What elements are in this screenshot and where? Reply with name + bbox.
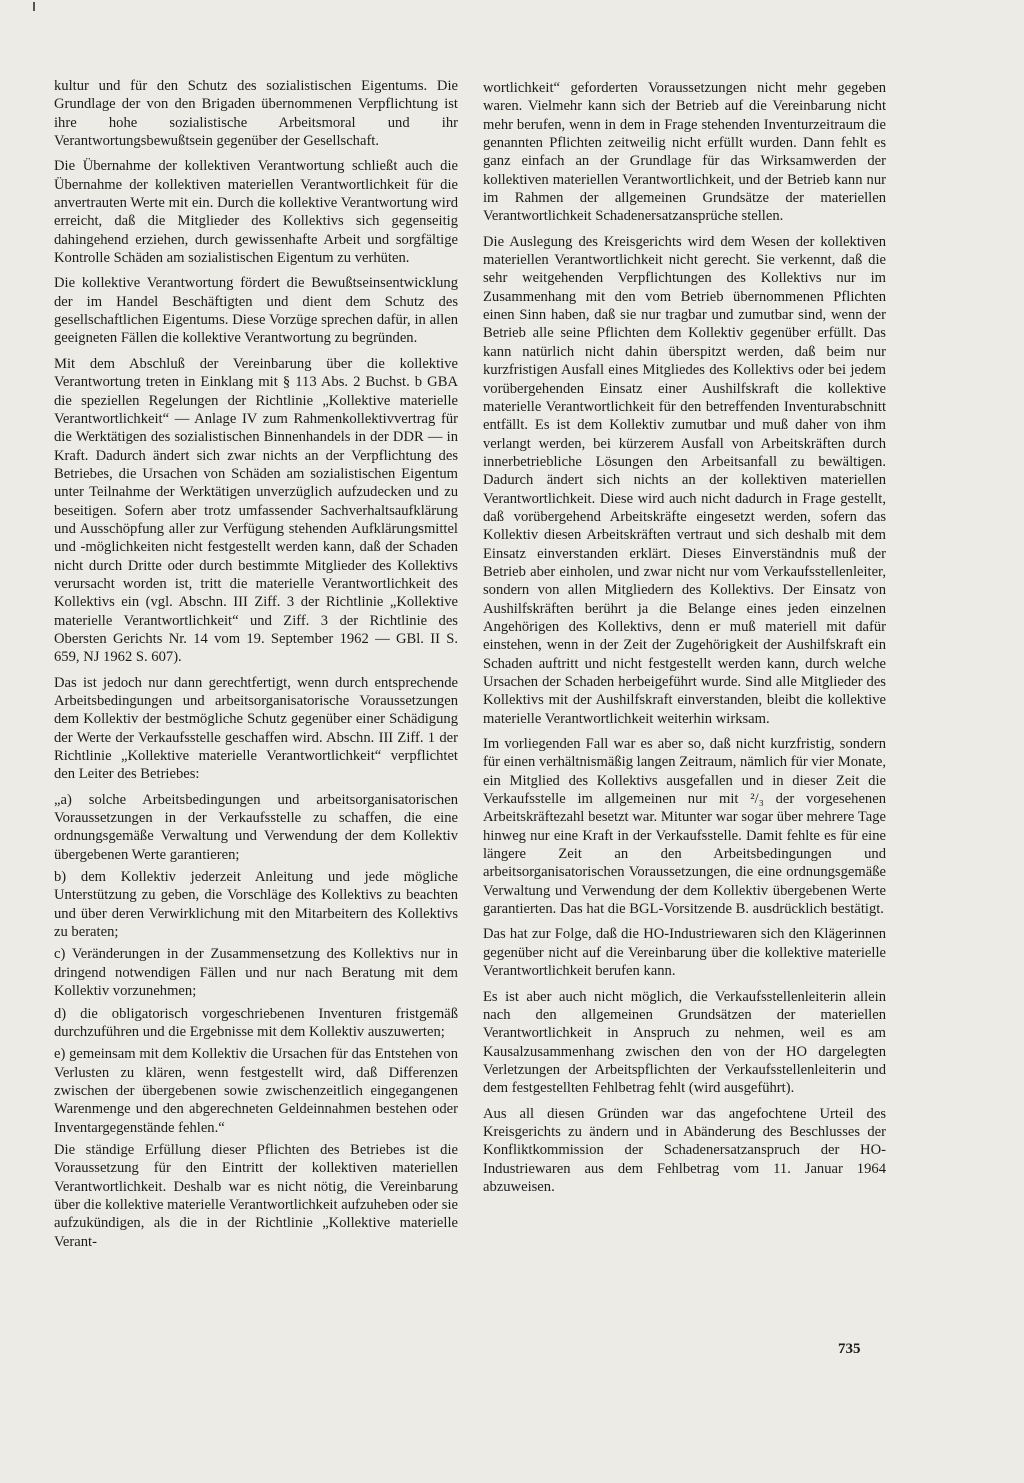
page-number: 735 [838, 1341, 861, 1357]
paragraph: Die kollektive Verantwortung fördert die Bewußtseinsentwicklung der im Handel Beschäftigten und dient dem Schutz des gesellschaftlichen Eigentums. Diese Vorzüge sprechen dafür, in allen geeigneten Fällen die kollektive Verantwortung zu begründen. [54, 275, 458, 347]
paragraph: Mit dem Abschluß der Vereinbarung über die kollektive Verantwortung treten in Einklang mit § 113 Abs. 2 Buchst. b GBA die speziellen Regelungen der Richtlinie „Kollektive materielle Verantwortlichkeit“ — Anlage IV zum Rahmenkollektivvertrag für die Werktätigen des sozialistischen Binnenhandels in der DDR — in Kraft. Dadurch ändert sich zwar nichts an der Verpflichtung des Betriebes, die Ursachen von Schäden am sozialistischen Eigentum unter Teilnahme der Werktätigen unverzüglich aufzudecken und zu beseitigen. Sofern aber trotz umfassender Sachverhaltsaufklärung und Ausschöpfung aller zur Verfügung stehenden Aufklärungsmittel und -möglichkeiten nicht festgestellt werden kann, daß der Schaden nicht durch Dritte oder durch bestimmte Mitglieder des Kollektivs verursacht worden ist, tritt die materielle Verantwortlichkeit des Kollektivs ein (vgl. Abschn. III Ziff. 3 der Richtlinie „Kollektive materielle Verantwortlichkeit“ und Ziff. 3 der Richtlinie des Obersten Gerichts Nr. 14 vom 19. September 1962 — GBl. II S. 659, NJ 1962 S. 607). [54, 355, 458, 666]
paragraph: Das ist jedoch nur dann gerechtfertigt, wenn durch entsprechende Arbeitsbedingungen und arbeitsorganisatorische Voraussetzungen dem Kollektiv der bestmögliche Schutz gegenüber einer Schädigung der Werte der Verkaufsstelle geschaffen wird. Abschn. III Ziff. 1 der Richtlinie „Kollektive materielle Verantwortlichkeit“ verpflichtet den Leiter des Betriebes: [54, 674, 458, 783]
paragraph: Die ständige Erfüllung dieser Pflichten des Betriebes ist die Voraussetzung für den Eintritt der kollektiven materiellen Verantwortlichkeit. Deshalb war es nicht nötig, die Vereinbarung über die kollektive materielle Verantwortlichkeit aufzuheben oder sie aufzukündigen, als die in der Richtlinie „Kollektive materielle Verant- [54, 1141, 458, 1250]
paragraph: Im vorliegenden Fall war es aber so, daß nicht kurzfristig, sondern für einen verhältnismäßig langen Zeitraum, nämlich für vier Monate, ein Mitglied des Kollektivs ausgefallen und in dieser Zeit die Verkaufsstelle im allgemeinen nur mit ²/₃ der vorgesehenen Arbeitskräftezahl besetzt war. Mitunter war sogar über mehrere Tage hinweg nur eine Kraft in der Verkaufsstelle. Damit fehlte es für eine längere Zeit an den Arbeitsbedingungen und arbeitsorganisatorischen Voraussetzungen, die eine ordnungsgemäße Verwaltung und Verwendung der dem Kollektiv übergebenen Werte garantierten. Das hat die BGL-Vorsitzende B. ausdrücklich bestätigt. [483, 736, 886, 918]
paragraph: kultur und für den Schutz des sozialistischen Eigentums. Die Grundlage der von den Brigaden übernommenen Verpflichtung ist ihre hohe sozialistische Arbeitsmoral und ihr Verantwortungsbewußtsein gegenüber der Gesellschaft. [54, 78, 458, 150]
scan-mark [33, 2, 35, 11]
right-column [483, 79, 886, 1203]
paragraph: Es ist aber auch nicht möglich, die Verkaufsstellenleiterin allein nach den allgemeinen Grundsätzen der materiellen Verantwortlichkeit in Anspruch zu nehmen, weil es am Kausalzusammenhang zwischen den von der HO dargelegten Verletzungen der Arbeitspflichten der Verkaufsstellenleiterin und dem festgestellten Fehlbetrag fehlt (wird ausgeführt). [483, 988, 886, 1097]
paragraph: Das hat zur Folge, daß die HO-Industriewaren sich den Klägerinnen gegenüber nicht auf die Vereinbarung über die kollektive materielle Verantwortlichkeit berufen kann. [483, 926, 886, 980]
list-item: d) die obligatorisch vorgeschriebenen Inventuren fristgemäß durchzuführen und die Ergebnisse mit dem Kollektiv auszuwerten; [54, 1005, 458, 1040]
list-item: e) gemeinsam mit dem Kollektiv die Ursachen für das Entstehen von Verlusten zu klären, wenn festgestellt wird, daß Differenzen zwischen der übergebenen sowie zwischenzeitlich eingegangenen Warenmenge und den abgerechneten Geldeinnahmen bestehen oder Inventargegenstände fehlen.“ [54, 1046, 458, 1136]
list-item: „a) solche Arbeitsbedingungen und arbeitsorganisatorischen Voraussetzungen in der Verkaufsstelle zu schaffen, die eine ordnungsgemäße Verwaltung und Verwendung der dem Kollektiv übergebenen Werte garantieren; [54, 791, 458, 863]
paragraph: wortlichkeit“ geforderten Voraussetzungen nicht mehr gegeben waren. Vielmehr kann sich der Betrieb auf die Vereinbarung nicht mehr berufen, wenn in dem in Frage stehenden Inventurzeitraum die genannten Pflichten zeitweilig nicht erfüllt wurden. Dann fehlt es ganz einfach an der Grundlage für das Wirksamwerden der kollektiven materiellen Verantwortlichkeit, und der Betrieb kann nur im Rahmen der allgemeinen Grundsätze der materiellen Verantwortlichkeit Schadenersatzansprüche stellen. [483, 80, 886, 225]
paragraph: Die Übernahme der kollektiven Verantwortung schließt auch die Übernahme der kollektiven materiellen Verantwortlichkeit für die anvertrauten Werte mit ein. Durch die kollektive Verantwortung wird erreicht, daß die Mitglieder des Kollektivs sich gegenseitig dahingehend erziehen, durch gewissenhafte Arbeit und sorgfältige Kontrolle Schäden am sozialistischen Eigentum zu verhüten. [54, 158, 458, 267]
paragraph: Die Auslegung des Kreisgerichts wird dem Wesen der kollektiven materiellen Verantwortlichkeit nicht gerecht. Sie verkennt, daß die sehr weitgehenden Verpflichtungen des Kollektivs nur im Zusammenhang mit den vom Betrieb übernommenen Pflichten einen Sinn haben, daß sie nur tragbar und zumutbar sind, wenn der Betrieb alle seine Pflichten dem Kollektiv gegenüber erfüllt. Das kann natürlich nicht dahin überspitzt werden, daß beim nur kurzfristigen Ausfall eines Mitgliedes des Kollektivs oder bei jedem vorübergehenden Einsatz einer Aushilfskraft die kollektive materielle Verantwortlichkeit für den betreffenden Inventurabschnitt entfällt. Es ist dem Kollektiv zumutbar und muß daher von ihm verlangt werden, bei kürzerem Ausfall von Arbeitskräften durch innerbetriebliche Lösungen den Arbeitsanfall zu bewältigen. Dadurch ändert sich nichts an der kollektiven materiellen Verantwortlichkeit. Diese wird auch nicht dadurch in Frage gestellt, daß vorübergehend Arbeitskräfte eingesetzt werden, sofern das Kollektiv diesen Arbeitskräften vertraut und sich deshalb mit dem Einsatz einverstanden erklärt. Dieses Einverständnis muß der Betrieb aber einholen, und zwar nicht nur vom Verkaufsstellenleiter, sondern von allen Mitgliedern des Kollektivs. Der Einsatz von Aushilfskräften berührt ja die Belange eines jeden einzelnen Angehörigen des Kollektivs, denn er muß materiell mit dafür einstehen, wenn in der Zeit der Zugehörigkeit der Aushilfskraft ein Schaden auftritt und nicht festgestellt werden kann, durch welche Ursachen der Schaden herbeigeführt wurde. Sind alle Mitglieder des Kollektivs mit der Aushilfskraft einverstanden, bleibt die kollektive materielle Verantwortlichkeit weiterhin wirksam. [483, 233, 886, 727]
list-item: b) dem Kollektiv jederzeit Anleitung und jede mögliche Unterstützung zu geben, die Vorschläge des Kollektivs zu beachten und über deren Verwirklichung mit den Mitarbeitern des Kollektivs zu beraten; [54, 869, 458, 941]
paragraph: Aus all diesen Gründen war das angefochtene Urteil des Kreisgerichts zu ändern und in Abänderung des Beschlusses der Konfliktkommission der Schadenersatzanspruch der HO-Industriewaren aus dem Fehlbetrag vom 11. Januar 1964 abzuweisen. [483, 1105, 886, 1195]
left-column [54, 77, 458, 1258]
list-item: c) Veränderungen in der Zusammensetzung des Kollektivs nur in dringend notwendigen Fällen und nur nach Beratung mit dem Kollektiv vorzunehmen; [54, 946, 458, 1000]
